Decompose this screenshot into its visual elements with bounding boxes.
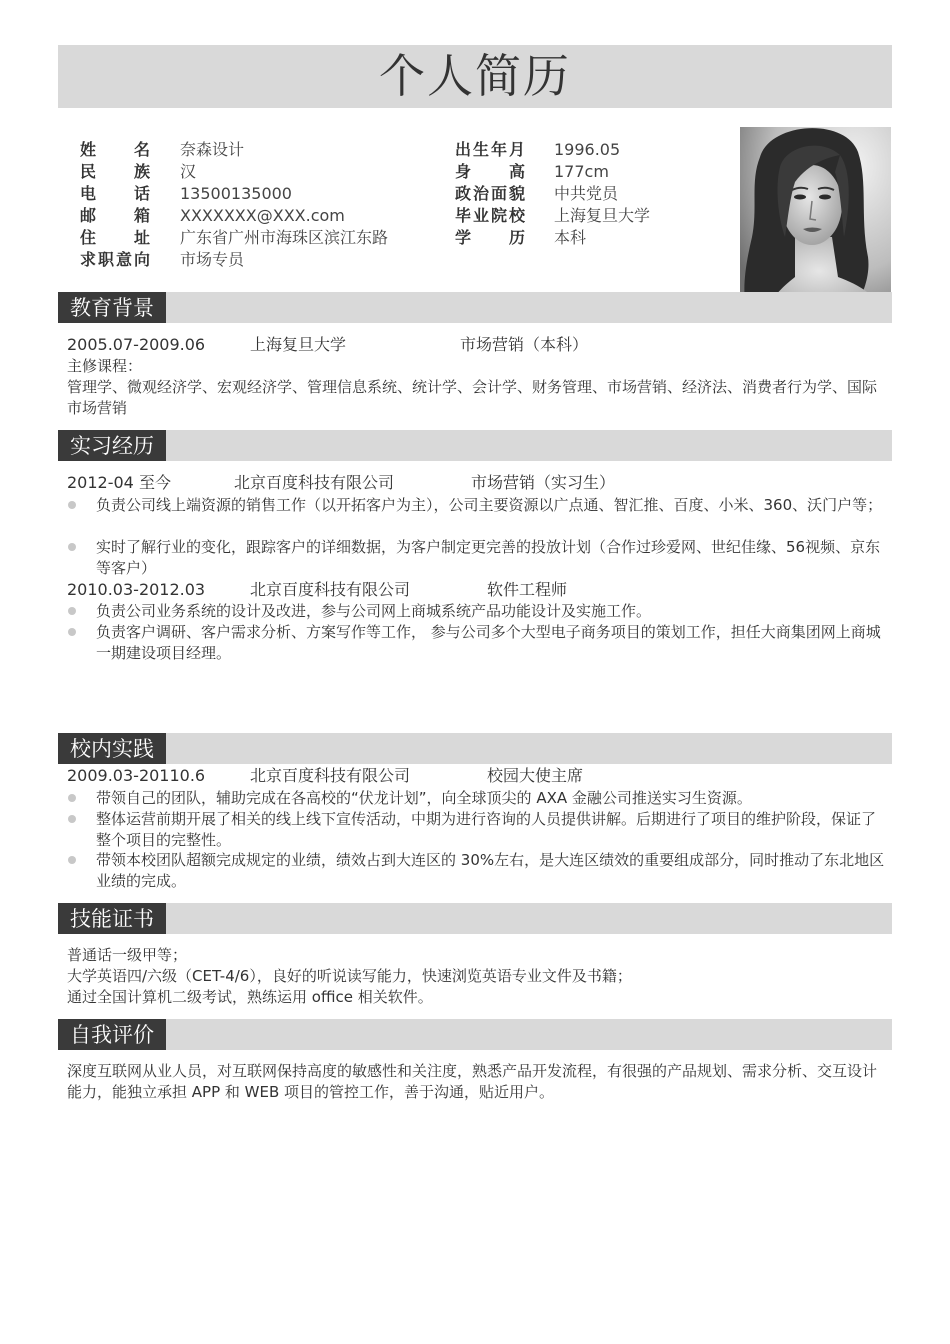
profile-value: 广东省广州市海珠区滨江东路 bbox=[180, 228, 389, 247]
profile-value: 市场专员 bbox=[180, 250, 245, 269]
section-self-evaluation bbox=[58, 1019, 892, 1050]
campus-period: 2009.03-20110.6 bbox=[67, 766, 206, 785]
profile-label: 政治面貌 bbox=[455, 184, 525, 203]
skill-line: 普通话一级甲等； bbox=[67, 946, 188, 964]
bullet-icon bbox=[68, 856, 76, 864]
section-internship bbox=[58, 430, 892, 461]
bullet-icon bbox=[68, 628, 76, 636]
profile-label: 电 话 bbox=[80, 184, 150, 203]
bullet-icon bbox=[68, 815, 76, 823]
intern-bullet: 负责客户调研、客户需求分析、方案写作等工作， 参与公司多个大型电子商务项目的策划工作，担任大商集团网上商城一期建设项目经理。 bbox=[96, 623, 881, 662]
section-education bbox=[58, 292, 892, 323]
profile-label: 民 族 bbox=[80, 162, 150, 181]
profile-label: 身 高 bbox=[455, 162, 525, 181]
bullet-icon bbox=[68, 501, 76, 509]
profile-label: 求职意向 bbox=[80, 250, 150, 269]
profile-label: 住 址 bbox=[80, 228, 150, 247]
intern-period: 2010.03-2012.03 bbox=[67, 580, 206, 599]
bullet-icon bbox=[68, 794, 76, 802]
profile-label: 出生年月 bbox=[455, 140, 525, 159]
campus-role: 校园大使主席 bbox=[487, 766, 584, 785]
bullet-icon bbox=[68, 607, 76, 615]
profile-value: 奈森设计 bbox=[180, 140, 245, 159]
campus-bullet: 带领本校团队超额完成规定的业绩，绩效占到大连区的 30%左右，是大连区绩效的重要组成部分，同时推动了东北地区业绩的完成。 bbox=[96, 851, 885, 890]
profile-row bbox=[0, 205, 700, 227]
section-heading: 技能证书 bbox=[58, 903, 166, 934]
profile-row bbox=[0, 249, 700, 271]
profile-row bbox=[0, 161, 700, 183]
profile-value: 中共党员 bbox=[554, 184, 619, 203]
campus-bullet: 整体运营前期开展了相关的线上线下宣传活动，中期为进行咨询的人员提供讲解。后期进行了项目的维护阶段，保证了整个项目的完整性。 bbox=[96, 810, 877, 849]
section-heading: 教育背景 bbox=[58, 292, 166, 323]
profile-value: 汉 bbox=[180, 162, 197, 181]
profile-row bbox=[0, 227, 700, 249]
intern-company: 北京百度科技有限公司 bbox=[250, 580, 411, 599]
profile-value: 本科 bbox=[554, 228, 587, 247]
section-heading: 实习经历 bbox=[58, 430, 166, 461]
skill-line: 大学英语四/六级（CET-4/6），良好的听说读写能力，快速浏览英语专业文件及书籍； bbox=[67, 967, 632, 985]
profile-value: 上海复旦大学 bbox=[554, 206, 651, 225]
section-heading: 校内实践 bbox=[58, 733, 166, 764]
page-title: 个人简历 bbox=[379, 49, 571, 103]
title-banner bbox=[58, 45, 892, 108]
intern-role: 软件工程师 bbox=[487, 580, 568, 599]
intern-bullet: 实时了解行业的变化，跟踪客户的详细数据，为客户制定更完善的投放计划（合作过珍爱网、世纪佳缘、56视频、京东等客户） bbox=[96, 538, 881, 577]
intern-company: 北京百度科技有限公司 bbox=[234, 473, 395, 492]
bullet-icon bbox=[68, 543, 76, 551]
edu-school: 上海复旦大学 bbox=[250, 335, 347, 354]
edu-courses: 管理学、微观经济学、宏观经济学、管理信息系统、统计学、会计学、财务管理、市场营销、经济法、消费者行为学、国际市场营销 bbox=[67, 378, 878, 417]
intern-period: 2012-04 至今 bbox=[67, 473, 171, 492]
profile-value: 1996.05 bbox=[554, 140, 621, 159]
section-skills bbox=[58, 903, 892, 934]
edu-courses-label: 主修课程： bbox=[67, 357, 143, 375]
skill-line: 通过全国计算机二级考试，熟练运用 office 相关软件。 bbox=[67, 988, 433, 1006]
intern-role: 市场营销（实习生） bbox=[471, 473, 616, 492]
profile-label: 毕业院校 bbox=[455, 206, 525, 225]
profile-value: 13500135000 bbox=[180, 184, 292, 203]
profile-value: 177cm bbox=[554, 162, 609, 181]
edu-period: 2005.07-2009.06 bbox=[67, 335, 206, 354]
section-heading: 自我评价 bbox=[58, 1019, 166, 1050]
profile-row bbox=[0, 183, 700, 205]
profile-label: 姓 名 bbox=[80, 140, 150, 159]
section-campus bbox=[58, 733, 892, 764]
edu-major: 市场营销（本科） bbox=[460, 335, 589, 354]
self-evaluation-text: 深度互联网从业人员，对互联网保持高度的敏感性和关注度，熟悉产品开发流程，有很强的产品规划、需求分析、交互设计能力，能独立承担 APP 和 WEB 项目的管控工作，善于沟通，贴近用户。 bbox=[67, 1062, 878, 1101]
intern-bullet: 负责公司业务系统的设计及改进，参与公司网上商城系统产品功能设计及实施工作。 bbox=[96, 602, 652, 620]
intern-bullet: 负责公司线上端资源的销售工作（以开拓客户为主），公司主要资源以广点通、智汇推、百度、小米、360、沃门户等； bbox=[96, 496, 883, 514]
campus-bullet: 带领自己的团队，辅助完成在各高校的“伏龙计划”，向全球顶尖的 AXA 金融公司推送实习生资源。 bbox=[96, 789, 752, 807]
campus-company: 北京百度科技有限公司 bbox=[250, 766, 411, 785]
profile-value: XXXXXXX@XXX.com bbox=[180, 206, 345, 225]
profile-row bbox=[0, 139, 700, 161]
profile-label: 学 历 bbox=[455, 228, 525, 247]
profile-label: 邮 箱 bbox=[80, 206, 150, 225]
